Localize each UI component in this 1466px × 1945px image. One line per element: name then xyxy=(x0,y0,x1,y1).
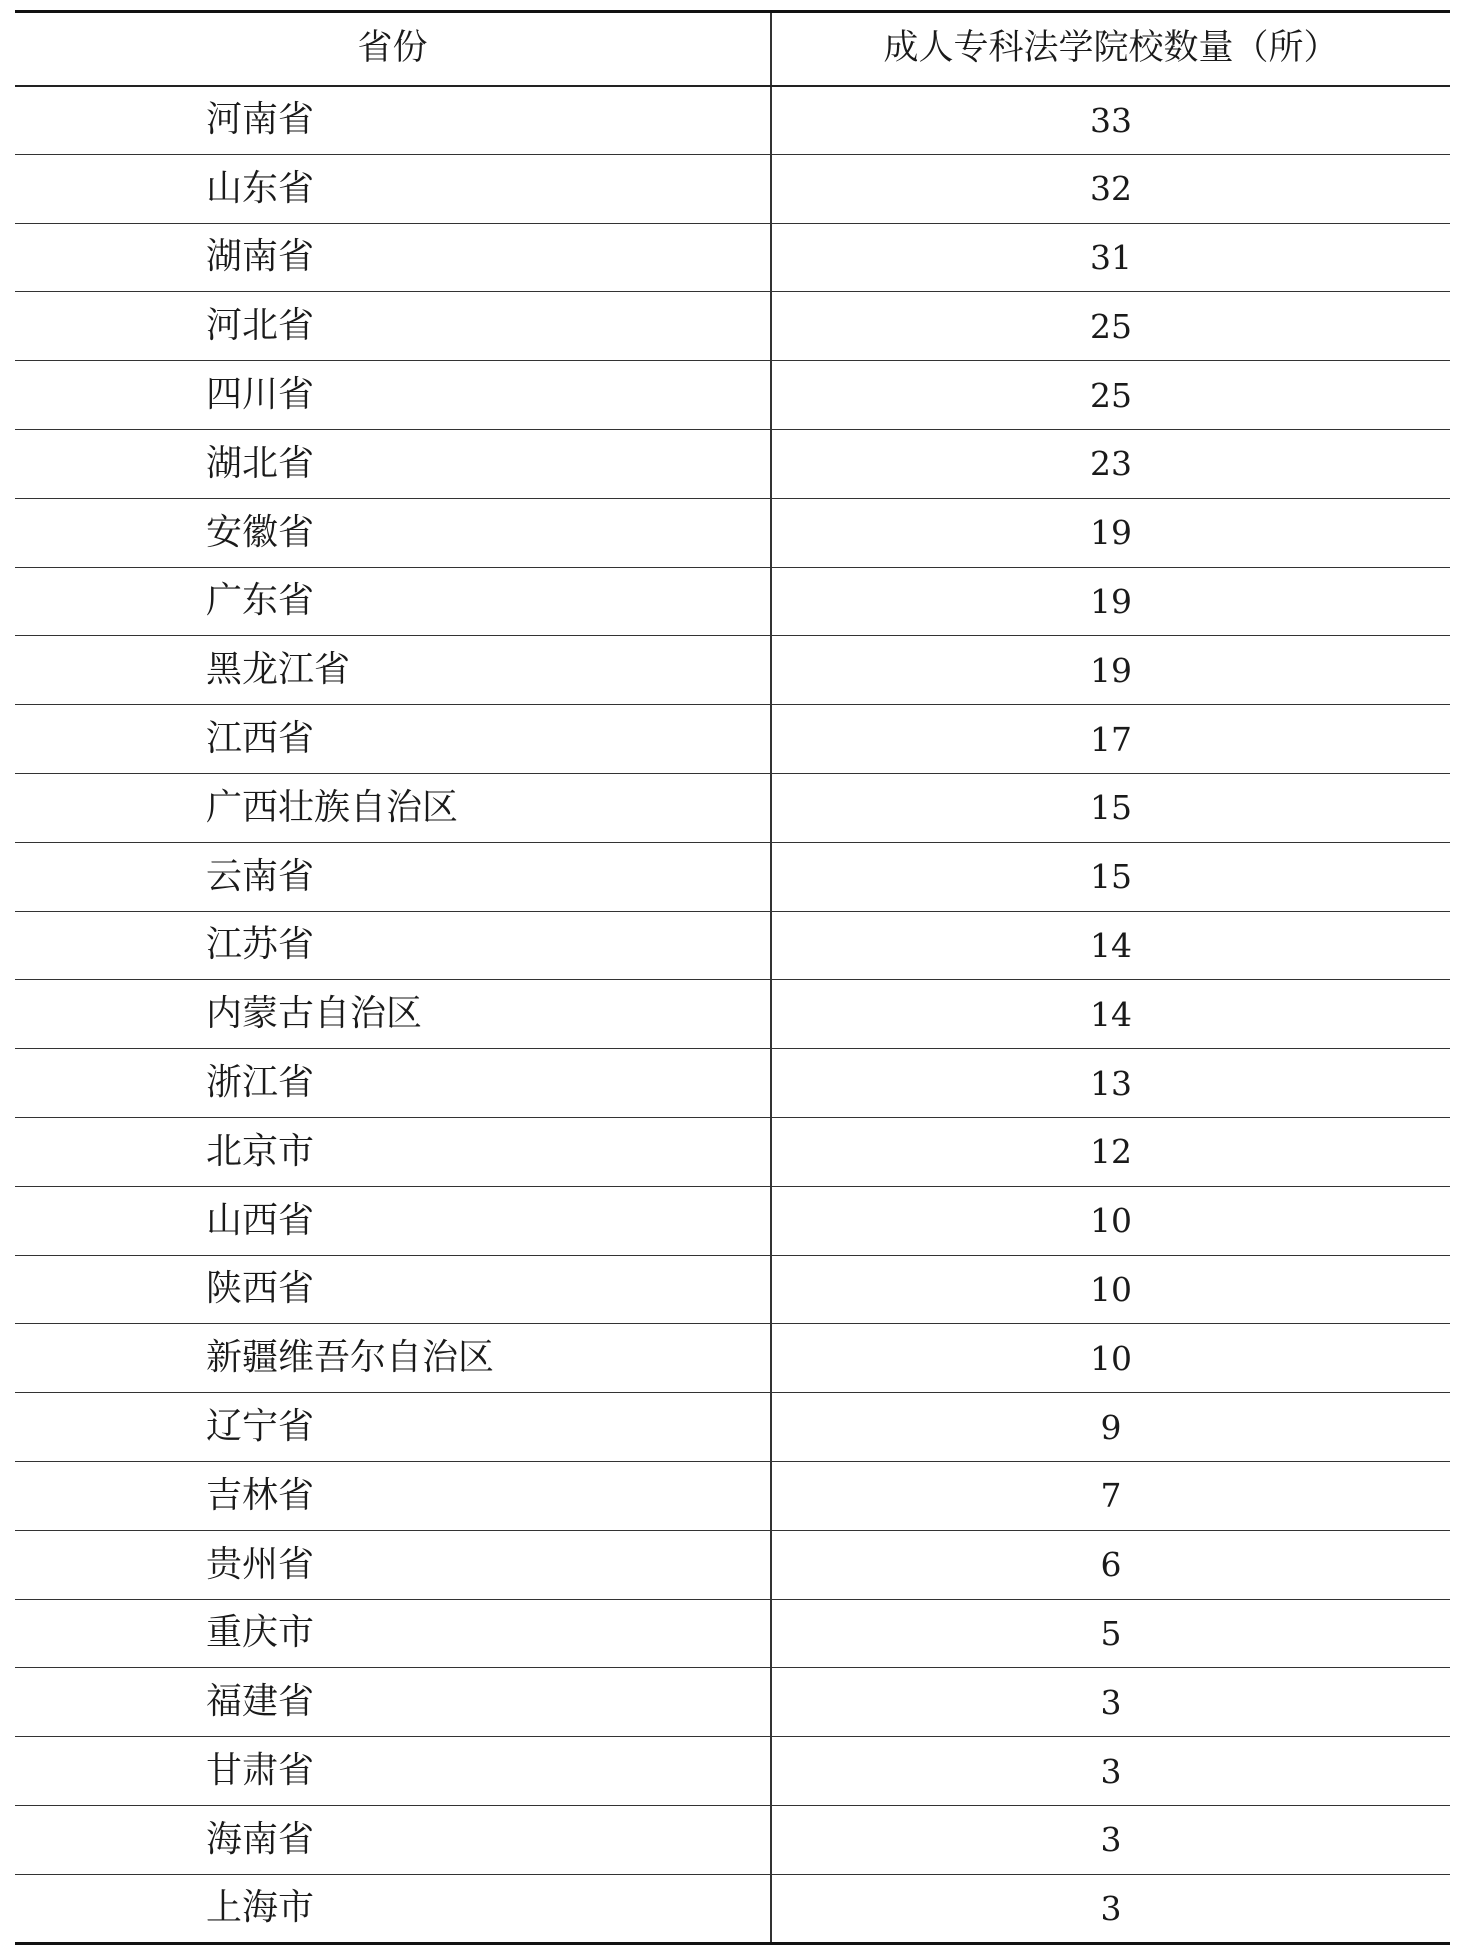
count-cell: 15 xyxy=(771,773,1450,842)
province-cell: 湖南省 xyxy=(15,223,771,292)
table-row xyxy=(15,1393,1450,1462)
count-cell: 31 xyxy=(771,223,1450,292)
province-cell: 贵州省 xyxy=(15,1530,771,1599)
count-cell: 10 xyxy=(771,1324,1450,1393)
count-cell: 6 xyxy=(771,1530,1450,1599)
count-cell: 10 xyxy=(771,1255,1450,1324)
province-college-table xyxy=(15,10,1450,1945)
count-cell: 3 xyxy=(771,1737,1450,1806)
table-row xyxy=(15,498,1450,567)
table-row xyxy=(15,1186,1450,1255)
count-cell: 3 xyxy=(771,1805,1450,1874)
table-row xyxy=(15,911,1450,980)
table-row xyxy=(15,361,1450,430)
table-header xyxy=(15,12,1450,86)
count-cell: 9 xyxy=(771,1393,1450,1462)
province-cell: 甘肃省 xyxy=(15,1737,771,1806)
table-row xyxy=(15,223,1450,292)
province-cell: 安徽省 xyxy=(15,498,771,567)
province-cell: 浙江省 xyxy=(15,1049,771,1118)
data-table-container xyxy=(15,10,1450,1945)
count-cell: 14 xyxy=(771,980,1450,1049)
header-province: 省份 xyxy=(15,12,771,86)
table-row xyxy=(15,1599,1450,1668)
province-cell: 湖北省 xyxy=(15,429,771,498)
count-cell: 25 xyxy=(771,361,1450,430)
province-cell: 陕西省 xyxy=(15,1255,771,1324)
province-cell: 河南省 xyxy=(15,86,771,155)
table-row xyxy=(15,429,1450,498)
province-cell: 福建省 xyxy=(15,1668,771,1737)
table-row xyxy=(15,1461,1450,1530)
province-cell: 广东省 xyxy=(15,567,771,636)
count-cell: 3 xyxy=(771,1668,1450,1737)
table-row xyxy=(15,773,1450,842)
count-cell: 19 xyxy=(771,498,1450,567)
count-cell: 25 xyxy=(771,292,1450,361)
table-row xyxy=(15,567,1450,636)
province-cell: 辽宁省 xyxy=(15,1393,771,1462)
table-row xyxy=(15,705,1450,774)
table-row xyxy=(15,1049,1450,1118)
province-cell: 海南省 xyxy=(15,1805,771,1874)
table-row xyxy=(15,1324,1450,1393)
count-cell: 17 xyxy=(771,705,1450,774)
province-cell: 江西省 xyxy=(15,705,771,774)
table-row xyxy=(15,292,1450,361)
count-cell: 33 xyxy=(771,86,1450,155)
province-cell: 重庆市 xyxy=(15,1599,771,1668)
province-cell: 吉林省 xyxy=(15,1461,771,1530)
table-row xyxy=(15,636,1450,705)
header-row xyxy=(15,12,1450,86)
province-cell: 黑龙江省 xyxy=(15,636,771,705)
table-row xyxy=(15,1668,1450,1737)
count-cell: 14 xyxy=(771,911,1450,980)
province-cell: 云南省 xyxy=(15,842,771,911)
province-cell: 新疆维吾尔自治区 xyxy=(15,1324,771,1393)
count-cell: 32 xyxy=(771,154,1450,223)
table-body xyxy=(15,86,1450,1944)
count-cell: 12 xyxy=(771,1117,1450,1186)
table-row xyxy=(15,1805,1450,1874)
count-cell: 19 xyxy=(771,636,1450,705)
table-row xyxy=(15,86,1450,155)
header-count: 成人专科法学院校数量（所） xyxy=(771,12,1450,86)
count-cell: 3 xyxy=(771,1874,1450,1943)
table-row xyxy=(15,842,1450,911)
province-cell: 河北省 xyxy=(15,292,771,361)
province-cell: 四川省 xyxy=(15,361,771,430)
table-row xyxy=(15,1530,1450,1599)
table-row xyxy=(15,1874,1450,1943)
count-cell: 5 xyxy=(771,1599,1450,1668)
table-row xyxy=(15,1255,1450,1324)
count-cell: 7 xyxy=(771,1461,1450,1530)
count-cell: 13 xyxy=(771,1049,1450,1118)
table-row xyxy=(15,1737,1450,1806)
province-cell: 广西壮族自治区 xyxy=(15,773,771,842)
province-cell: 内蒙古自治区 xyxy=(15,980,771,1049)
count-cell: 15 xyxy=(771,842,1450,911)
province-cell: 北京市 xyxy=(15,1117,771,1186)
count-cell: 23 xyxy=(771,429,1450,498)
table-row xyxy=(15,154,1450,223)
province-cell: 江苏省 xyxy=(15,911,771,980)
table-row xyxy=(15,1117,1450,1186)
table-row xyxy=(15,980,1450,1049)
count-cell: 19 xyxy=(771,567,1450,636)
count-cell: 10 xyxy=(771,1186,1450,1255)
province-cell: 上海市 xyxy=(15,1874,771,1943)
province-cell: 山西省 xyxy=(15,1186,771,1255)
province-cell: 山东省 xyxy=(15,154,771,223)
